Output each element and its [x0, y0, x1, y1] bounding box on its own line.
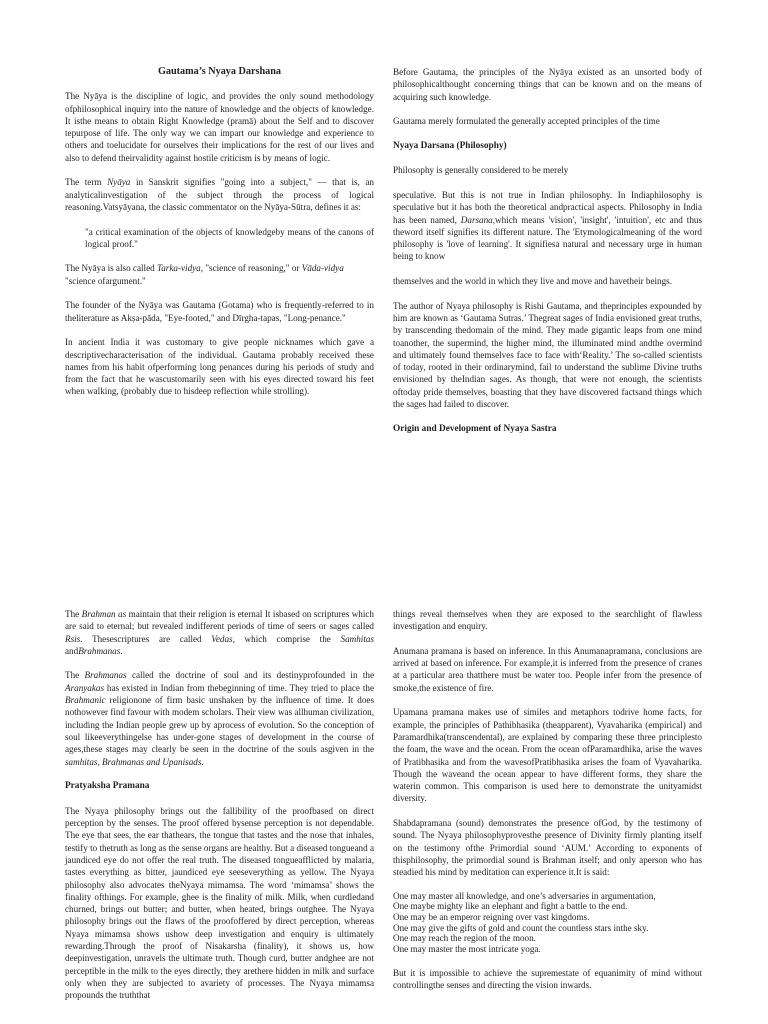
paragraph: Upamana pramana makes use of similes and metaphors todrive home facts, for example, the principles of Pathibhasika (theapparent), Vyavaharika (empirical) and Paramardhika(transcendental), are explained by comparing these three principlesto the foam, the wave and the ocean. From the ocean ofParamardhika, arise the waves of Pratibhasika and from the wavesofPratibhasika arises the foam of Vyavaharika. Though the waveand the ocean appear to have different forms, they share the waterin common. This comparison is used here to demonstrate the unityamidst diversity. [393, 707, 702, 804]
verse-block [393, 891, 702, 955]
page1-right-column [393, 66, 702, 447]
verse-line: One may master all knowledge, and one’s adversaries in argumentation, [393, 890, 656, 901]
verse-line: One may reach the region of the moon. [393, 933, 536, 944]
verse-line: One may give the gifts of gold and count the countless stars inthe sky. [393, 922, 649, 933]
verse-line: One may be an emperor reigning over vast kingdoms. [393, 912, 590, 923]
verse-line: One may master the most intricate yoga. [393, 943, 541, 954]
section-heading: Pratyaksha Pramana [65, 781, 150, 792]
paragraph: Before Gautama, the principles of the Nyāya existed as an unsorted body of philosophicalthought concerning things that can be known and on the means of acquiring such knowledge. [393, 67, 702, 102]
paragraph: Shabdapramana (sound) demonstrates the presence ofGod, by the testimony of sound. The Nyaya philosophyprovesthe presence of Divinity firmly planting itself on the testimony ofthe Primordial sound ‘AUM.’ According to exponents of thisphilosophy, the primordial sound is Brahman itself; and only aperson who has steadied his mind by meditation can experience it.It is said: [393, 818, 702, 878]
paragraph: Philosophy is generally considered to be merely [393, 165, 569, 176]
paragraph: The Brahmanas called the doctrine of soul and its destinyprofounded in the Aranyakas has existed in Indian from thebeginning of time. They tried to place the Brahmanic religionone of firm basic unshaken by the influence of time. It does nothowever find favour with modem scholars. Their view was allhuman civilization, including the Indian people grew up by aprocess of evolution. So the conception of soul likeeverythingelse has under-gone stages of development in the course of ages,these stages may clearly be seen in the doctrine of the souls asgiven in the samhitas, Brahmanas and Upanisads. [65, 670, 374, 767]
paragraph: themselves and the world in which they live and move and havetheir beings. [393, 276, 672, 287]
paragraph: In ancient India it was customary to give people nicknames which gave a descriptivecharacterisation of the individual. Gautama probably received these names from his habit ofperforming long penances during his periods of study and from the fact that he wascustomarily seen with his eyes directed toward his feet when walking, (probably due to hisdeep reflection while strolling). [65, 337, 374, 397]
paragraph: Gautama merely formulated the generally accepted principles of the time [393, 116, 660, 127]
page1-left-column [65, 66, 374, 410]
paragraph: The Nyāya is also called Tarka-vidya, "science of reasoning," or Vāda-vidya "science ofargument." [65, 263, 344, 286]
paragraph: The Nyaya philosophy brings out the fallibility of the proofbased on direct perception by the senses. The proof offered bysense perception is not dependable. The eye that sees, the ear thathears, the tongue that tastes and the nose that inhales, testify to thetruth as long as the sense organs are healthy. But a diseased tongueand a jaundiced eye do not offer the real truth. The diseased tongueafflicted by malaria, tastes everything as bitter, jaundiced eye seeseverything as yellow. The Nyaya philosophy also advocates theNyaya mimamsa. The word ‘mimamsa’ shows the finality ofthings. For example, ghee is the finality of milk. Milk, when curdledand churned, brings out butter; and butter, when heated, brings outghee. The Nyaya philosophy brings out the flaws of the proofoffered by direct perception, whereas Nyaya mimamsa shows ushow deep investigation and enquiry is ultimately rewarding.Through the proof of Nisakarsha (finality), it shows us, how deepinvestigation, unravels the ultimate truth. Though curd, butter andghee are not perceptible in the milk to the eyes directly, they arethere hidden in milk and surface only when they are subjected to avariety of processes. The Nyaya mimamsa propounds the truththat [65, 805, 374, 1001]
paragraph: The author of Nyaya philosophy is Rishi Gautama, and theprinciples expounded by him are known as ‘Gautama Sutras.’ Thegreat sages of India envisioned great truths, by transcending thedomain of the mind. They made gigantic leaps from one mind toanother, the supermind, the higher mind, the illuminated mind andthe overmind and ultimately found themselves face to face with‘Reality.’ The so-called scientists of today, rooted in their ordinarymind, fail to understand the sublime Divine truths envisioned by theIndian sages. As though, that were not enough, the scientists oftoday pride themselves, boasting that they have discovered factsand things which the sages had failed to discover. [393, 300, 702, 410]
paragraph: things reveal themselves when they are exposed to the searchlight of flawless investigation and enquiry. [393, 609, 702, 632]
paragraph: The Brahman as maintain that their religion is eternal It isbased on scriptures which are said to eternal; but revealed indifferent periods of time of seers or sages called Rsis. Thesescriptures are called Vedas, which comprise the Samhitas andBrahmanas. [65, 609, 374, 656]
paragraph: But it is impossible to achieve the supremestate of equanimity of mind without controllingthe senses and directing the vision inwards. [393, 967, 702, 990]
page2-right-column [393, 608, 702, 1004]
paragraph: The Nyāya is the discipline of logic, and provides the only sound methodology ofphilosophical inquiry into the nature of knowledge and the objects of knowledge. It isthe means to obtain Right Knowledge (pramā) about the Self and to discover tepurpose of life. The only way we can impart our knowledge and experience to others and toelucidate for ourselves their implications for the rest of our lives and also to defend theirvalidity against hostile criticism is by means of logic. [65, 91, 374, 163]
block-quote: "a critical examination of the objects of knowledgeby means of the canons of logical proof." [85, 226, 374, 249]
paragraph: speculative. But this is not true in Indian philosophy. In Indiaphilosophy is speculative but it has both the theoretical andpractical aspects. Philosophy in India has been named, Darsana,which means 'vision', 'insight', 'intuition', etc and thus theword itself signifies its different nature. The 'Etymologicalmeaning of the word philosophy is 'love of learning'. It signifiesa natural and necessary urge in human being to know [393, 189, 702, 262]
section-heading: Origin and Development of Nyaya Sastra [393, 423, 557, 434]
paragraph: The term Nyāya in Sanskrit signifies "going into a subject," — that is, an analyticalinvestigation of the subject through the process of logical reasoning.Vatsyāyana, the classic commentator on the Nyāya-Sūtra, defines it as: [65, 177, 374, 212]
paragraph: The founder of the Nyāya was Gautama (Gotama) who is frequently-referred to in theliterature as Akṣa-pāda, "Eye-footed," and Dīrgha-tapas, "Long-penance." [65, 300, 374, 323]
paragraph: Anumana pramana is based on inference. In this Anumanapramana, conclusions are arrived at based on inference. For example,it is inferred from the presence of cranes at a particular area thatthere must be water too. People infer from the presence of smoke,the existence of fire. [393, 645, 702, 693]
verse-line: One maybe mighty like an elephant and fight a battle to the end. [393, 901, 628, 912]
page-title: Gautama’s Nyaya Darshana [157, 66, 281, 77]
page2-left-column [65, 608, 374, 1014]
section-heading: Nyaya Darsana (Philosophy) [393, 140, 507, 151]
